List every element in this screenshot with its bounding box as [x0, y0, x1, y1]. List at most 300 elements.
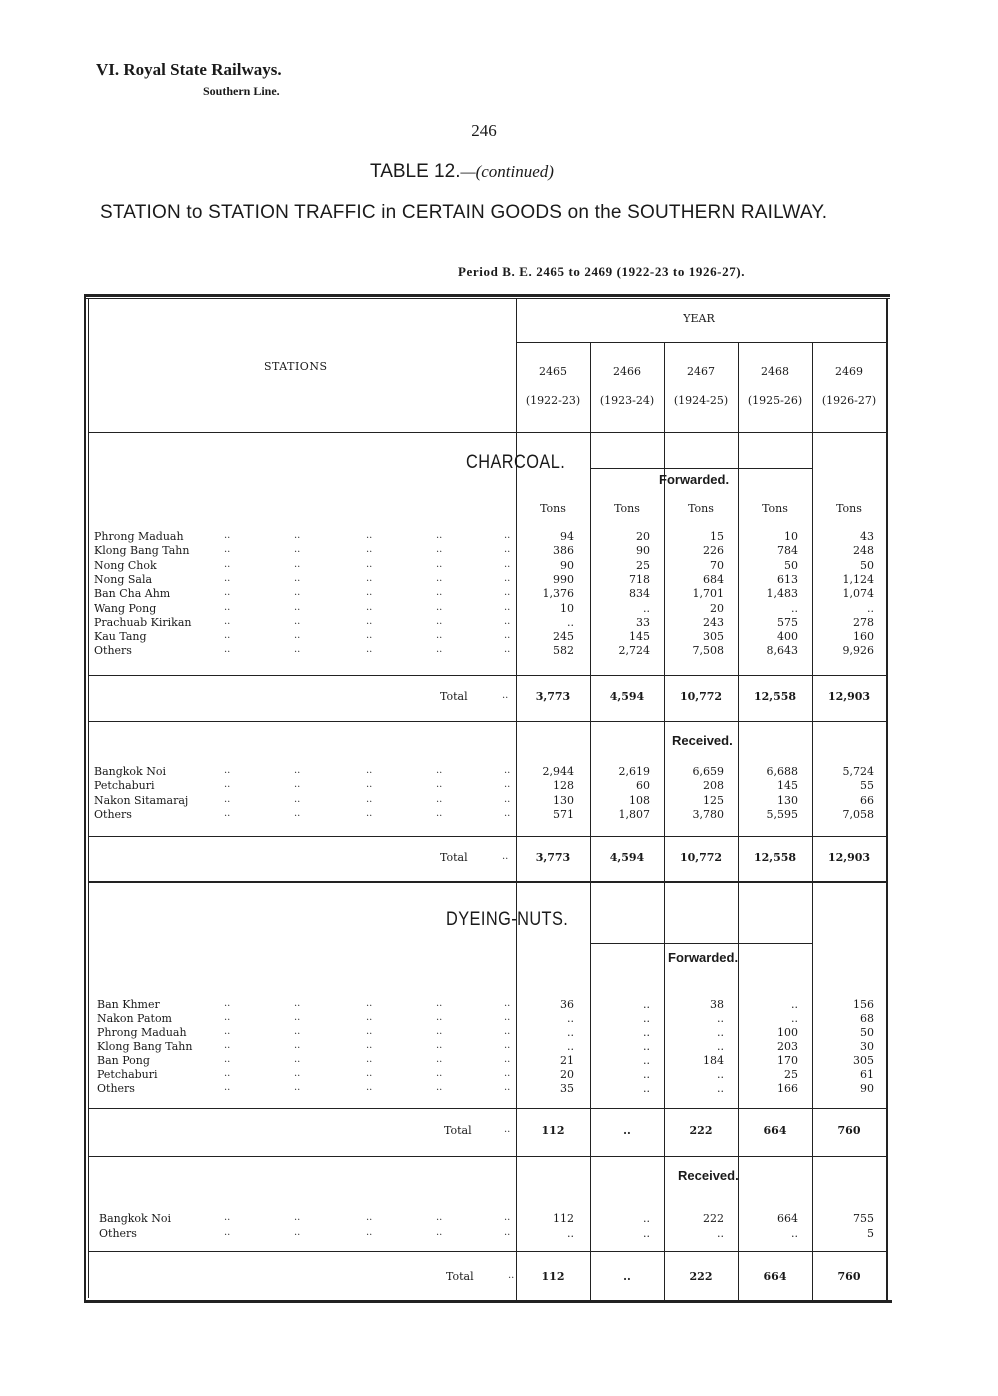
cell-value: ..: [643, 1068, 650, 1081]
leader-dots: ..: [366, 1040, 373, 1051]
leader-dots: ..: [504, 779, 511, 791]
leader-dots: ..: [294, 779, 301, 791]
cell-value: ..: [643, 1082, 650, 1095]
leader-dots: ..: [294, 615, 301, 627]
leader-dots: ..: [294, 544, 301, 556]
leader-dots: ..: [294, 1212, 301, 1223]
cell-value: ..: [567, 1040, 574, 1053]
cell-value: 6,659: [692, 765, 724, 778]
cell-value: 1,124: [842, 572, 874, 586]
cell-value: 108: [629, 793, 650, 807]
cell-value: ..: [643, 1040, 650, 1053]
cell-value: 575: [777, 615, 798, 629]
table-label-continued: —(continued): [460, 162, 554, 181]
leader-dots: ..: [366, 572, 373, 584]
leader-dots: ..: [504, 572, 511, 584]
leader-dots: ..: [224, 601, 231, 613]
cell-value: 1,376: [542, 587, 574, 601]
cell-value: 1,483: [766, 587, 798, 601]
total-value: ..: [623, 1270, 631, 1283]
leader-dots: ..: [224, 630, 231, 642]
table-left-border-inner: [88, 298, 89, 1298]
section-title-dyeing-nuts: DYEING-NUTS.: [446, 909, 569, 930]
leader-dots: ..: [366, 779, 373, 791]
cell-value: 278: [853, 615, 874, 629]
leader-dots: ..: [224, 1054, 231, 1065]
cell-value: 226: [703, 544, 724, 558]
year-col-5-ce: (1926-27): [821, 394, 877, 407]
cell-value: 5,724: [842, 765, 874, 778]
cell-value: 208: [703, 779, 724, 793]
cell-value: 60: [636, 779, 650, 793]
cell-value: 613: [777, 572, 798, 586]
cell-value: 130: [777, 793, 798, 807]
cell-value: 184: [703, 1054, 724, 1067]
cell-value: 38: [710, 998, 724, 1011]
leader-dots: ..: [504, 601, 511, 613]
leader-dots: ..: [504, 558, 511, 570]
leader-dots: ..: [436, 615, 443, 627]
year-col-5-be: 2469: [835, 365, 863, 378]
leader-dots: ..: [436, 530, 443, 541]
leader-dots: ..: [504, 1082, 511, 1093]
leader-dots: ..: [504, 793, 511, 805]
row-station-label: Kau Tang: [94, 630, 147, 644]
cell-value: ..: [717, 1068, 724, 1081]
row-station-label: Ban Cha Ahm: [94, 587, 171, 601]
cell-value: ..: [567, 1012, 574, 1025]
leader-dots: ..: [436, 998, 443, 1009]
cell-value: 248: [853, 544, 874, 558]
cell-value: 170: [777, 1054, 798, 1067]
cell-value: 990: [553, 572, 574, 586]
cell-value: 145: [777, 779, 798, 793]
total-value: 222: [689, 1270, 713, 1283]
leader-dots: ..: [436, 601, 443, 613]
year-col-1-ce: (1922-23): [525, 394, 581, 407]
row-station-label: Nakon Sitamaraj: [94, 793, 189, 807]
header-bottom-rule: [88, 432, 886, 433]
cell-value: 43: [860, 530, 874, 543]
leader-dots: ..: [294, 1026, 301, 1037]
leader-dots: ..: [436, 1054, 443, 1065]
dyeing-forwarded-label: Forwarded.: [668, 950, 739, 965]
leader-dots: ..: [366, 558, 373, 570]
cell-value: 68: [860, 1012, 874, 1025]
leader-dots: ..: [294, 793, 301, 805]
leader-dots: ..: [504, 587, 511, 599]
leader-dots: ..: [294, 1082, 301, 1093]
leader-dots: ..: [366, 1012, 373, 1023]
leader-dots: ..: [224, 1026, 231, 1037]
cell-value: 160: [853, 630, 874, 644]
traffic-table: [84, 294, 890, 1302]
leader-dots: ..: [366, 1054, 373, 1065]
table-bottom-border: [84, 1300, 892, 1303]
dyeing-forwarded-total-top-rule: [88, 1108, 886, 1109]
leader-dots: ..: [224, 807, 231, 819]
year-col-3-ce: (1924-25): [673, 394, 729, 407]
leader-dots: ..: [294, 572, 301, 584]
total-value: ..: [623, 1124, 631, 1137]
cell-value: 15: [710, 530, 724, 543]
cell-value: 6,688: [766, 765, 798, 778]
row-station-label: Petchaburi: [97, 1068, 158, 1081]
leader-dots: ..: [224, 1012, 231, 1023]
total-value: 12,558: [753, 851, 797, 864]
cell-value: 2,724: [618, 644, 650, 658]
cell-value: 20: [636, 530, 650, 543]
cell-value: 50: [784, 558, 798, 572]
cell-value: 90: [636, 544, 650, 558]
leader-dots: ..: [224, 1082, 231, 1093]
cell-value: 20: [560, 1068, 574, 1081]
leader-dots: ..: [436, 558, 443, 570]
cell-value: 834: [629, 587, 650, 601]
cell-value: 2,619: [618, 765, 650, 778]
year-col-2-ce: (1923-24): [599, 394, 655, 407]
year-header-text: YEAR: [683, 312, 715, 325]
total-value: 12,558: [753, 690, 797, 703]
table-label: [370, 161, 554, 183]
cell-value: 8,643: [766, 644, 798, 658]
leader-dots: ..: [224, 544, 231, 556]
cell-value: ..: [791, 1012, 798, 1025]
leader-dots: ..: [436, 630, 443, 642]
cell-value: 400: [777, 630, 798, 644]
leader-dots: ..: [366, 601, 373, 613]
row-station-label: Nakon Patom: [97, 1012, 172, 1025]
cell-value: 222: [703, 1212, 724, 1225]
cell-value: 50: [860, 1026, 874, 1039]
total-value: 664: [763, 1270, 787, 1283]
leader-dots: ..: [224, 1227, 231, 1238]
dyeing-received-top-rule: [88, 1156, 886, 1157]
total-value: 3,773: [535, 690, 571, 703]
charcoal-forwarded-total-top-rule: [88, 675, 886, 676]
unit-label: Tons: [540, 502, 566, 515]
cell-value: 9,926: [842, 644, 874, 658]
leader-dots: ..: [366, 998, 373, 1009]
leader-dots: ..: [436, 587, 443, 599]
unit-label: Tons: [836, 502, 862, 515]
row-station-label: Nong Sala: [94, 572, 153, 586]
row-station-label: Others: [94, 807, 132, 821]
cell-value: ..: [643, 998, 650, 1011]
leader-dots: ..: [294, 1012, 301, 1023]
cell-value: 243: [703, 615, 724, 629]
leader-dots: ..: [366, 615, 373, 627]
year-col-4-ce: (1925-26): [747, 394, 803, 407]
total-value: 222: [689, 1124, 713, 1137]
leader-dots: ..: [224, 615, 231, 627]
row-station-label: Bangkok Noi: [99, 1212, 171, 1225]
cell-value: 21: [560, 1054, 574, 1067]
leader-dots: ..: [504, 807, 511, 819]
cell-value: 35: [560, 1082, 574, 1095]
total-value: 10,772: [679, 851, 723, 864]
leader-dots: ..: [436, 1012, 443, 1023]
leader-dots: ..: [224, 779, 231, 791]
row-station-label: Klong Bang Tahn: [94, 544, 190, 558]
leader-dots: ..: [294, 558, 301, 570]
cell-value: 386: [553, 544, 574, 558]
leader-dots: ..: [504, 615, 511, 627]
cell-value: ..: [717, 1012, 724, 1025]
table-right-border: [886, 298, 888, 1300]
cell-value: 20: [710, 601, 724, 615]
leader-dots: ..: [502, 851, 509, 862]
cell-value: ..: [791, 998, 798, 1011]
leader-dots: ..: [224, 793, 231, 805]
cell-value: ..: [867, 601, 874, 615]
dyeing-forwarded-top-rule: [590, 943, 812, 944]
cell-value: ..: [717, 1040, 724, 1053]
cell-value: ..: [791, 601, 798, 615]
leader-dots: ..: [366, 630, 373, 642]
page-title: STATION to STATION TRAFFIC in CERTAIN GOODS on the SOUTHERN RAILWAY.: [100, 202, 828, 223]
cell-value: 571: [553, 807, 574, 821]
leader-dots: ..: [366, 644, 373, 656]
leader-dots: ..: [294, 765, 301, 776]
cell-value: 90: [860, 1082, 874, 1095]
leader-dots: ..: [504, 1054, 511, 1065]
leader-dots: ..: [294, 1068, 301, 1079]
total-value: 3,773: [535, 851, 571, 864]
year-header-rule: [516, 342, 886, 343]
cell-value: 166: [777, 1082, 798, 1095]
cell-value: 130: [553, 793, 574, 807]
charcoal-received-top-rule: [88, 721, 886, 722]
leader-dots: ..: [294, 1227, 301, 1238]
cell-value: 305: [703, 630, 724, 644]
leader-dots: ..: [366, 1227, 373, 1238]
leader-dots: ..: [508, 1270, 515, 1281]
leader-dots: ..: [294, 587, 301, 599]
leader-dots: ..: [366, 1212, 373, 1223]
leader-dots: ..: [294, 630, 301, 642]
cell-value: 50: [860, 558, 874, 572]
cell-value: 145: [629, 630, 650, 644]
leader-dots: ..: [294, 1054, 301, 1065]
leader-dots: ..: [224, 572, 231, 584]
leader-dots: ..: [436, 1227, 443, 1238]
cell-value: 582: [553, 644, 574, 658]
row-station-label: Others: [99, 1227, 137, 1240]
cell-value: ..: [717, 1082, 724, 1095]
leader-dots: ..: [366, 1068, 373, 1079]
table-left-border: [84, 294, 86, 1302]
leader-dots: ..: [504, 1212, 511, 1223]
cell-value: 1,074: [842, 587, 874, 601]
leader-dots: ..: [224, 1040, 231, 1051]
leader-dots: ..: [504, 1124, 511, 1135]
cell-value: 784: [777, 544, 798, 558]
row-station-label: Phrong Maduah: [94, 530, 184, 543]
leader-dots: ..: [224, 530, 231, 541]
leader-dots: ..: [504, 630, 511, 642]
cell-value: 203: [777, 1040, 798, 1053]
section-title-charcoal: CHARCOAL.: [466, 452, 566, 473]
leader-dots: ..: [224, 558, 231, 570]
leader-dots: ..: [504, 1012, 511, 1023]
cell-value: 2,944: [542, 765, 574, 778]
cell-value: ..: [791, 1227, 798, 1240]
cell-value: 755: [853, 1212, 874, 1225]
cell-value: 25: [636, 558, 650, 572]
leader-dots: ..: [224, 644, 231, 656]
leader-dots: ..: [504, 1227, 511, 1238]
leader-dots: ..: [504, 1068, 511, 1079]
cell-value: 55: [860, 779, 874, 793]
total-label: Total: [440, 851, 468, 864]
charcoal-forwarded-top-rule: [590, 468, 812, 469]
row-station-label: Others: [97, 1082, 135, 1095]
cell-value: 112: [553, 1212, 574, 1225]
leader-dots: ..: [436, 1082, 443, 1093]
page-header-line1: VI. Royal State Railways.: [96, 60, 282, 79]
leader-dots: ..: [504, 644, 511, 656]
cell-value: 30: [860, 1040, 874, 1053]
total-value: 112: [541, 1270, 565, 1283]
total-label: Total: [444, 1124, 472, 1137]
leader-dots: ..: [224, 587, 231, 599]
leader-dots: ..: [502, 690, 509, 701]
leader-dots: ..: [436, 1212, 443, 1223]
leader-dots: ..: [366, 807, 373, 819]
leader-dots: ..: [504, 765, 511, 776]
cell-value: ..: [643, 1212, 650, 1225]
leader-dots: ..: [436, 807, 443, 819]
cell-value: ..: [643, 601, 650, 615]
unit-label: Tons: [762, 502, 788, 515]
cell-value: 1,701: [692, 587, 724, 601]
total-value: 112: [541, 1124, 565, 1137]
total-value: 760: [837, 1124, 861, 1137]
total-value: 10,772: [679, 690, 723, 703]
leader-dots: ..: [294, 530, 301, 541]
cell-value: 245: [553, 630, 574, 644]
total-value: 664: [763, 1124, 787, 1137]
year-col-1-be: 2465: [539, 365, 567, 378]
table-top-border-inner: [84, 298, 890, 299]
cell-value: 90: [560, 558, 574, 572]
period-caption: Period B. E. 2465 to 2469 (1922-23 to 1926-27).: [458, 264, 746, 279]
cell-value: 1,807: [618, 807, 650, 821]
cell-value: 70: [710, 558, 724, 572]
leader-dots: ..: [504, 1026, 511, 1037]
leader-dots: ..: [436, 572, 443, 584]
cell-value: 10: [560, 601, 574, 615]
cell-value: 684: [703, 572, 724, 586]
cell-value: 718: [629, 572, 650, 586]
total-value: 12,903: [827, 851, 871, 864]
cell-value: 61: [860, 1068, 874, 1081]
table-label-main: TABLE 12.: [370, 161, 461, 182]
leader-dots: ..: [366, 1026, 373, 1037]
cell-value: 7,508: [692, 644, 724, 658]
cell-value: 100: [777, 1026, 798, 1039]
leader-dots: ..: [224, 998, 231, 1009]
dyeing-received-label: Received.: [678, 1168, 739, 1183]
cell-value: 156: [853, 998, 874, 1011]
leader-dots: ..: [436, 793, 443, 805]
leader-dots: ..: [504, 544, 511, 556]
leader-dots: ..: [366, 530, 373, 541]
year-col-4-be: 2468: [761, 365, 789, 378]
cell-value: 25: [784, 1068, 798, 1081]
stations-header: STATIONS: [264, 360, 328, 373]
cell-value: 3,780: [692, 807, 724, 821]
row-station-label: Wang Pong: [94, 601, 157, 615]
leader-dots: ..: [224, 1212, 231, 1223]
total-value: 4,594: [609, 851, 645, 864]
unit-label: Tons: [688, 502, 714, 515]
leader-dots: ..: [436, 779, 443, 791]
cell-value: 664: [777, 1212, 798, 1225]
cell-value: 36: [560, 998, 574, 1011]
charcoal-received-total-top-rule: [88, 836, 886, 837]
leader-dots: ..: [436, 1068, 443, 1079]
row-station-label: Klong Bang Tahn: [97, 1040, 193, 1053]
row-station-label: Others: [94, 644, 132, 658]
leader-dots: ..: [436, 765, 443, 776]
charcoal-received-label: Received.: [672, 733, 733, 748]
row-station-label: Ban Khmer: [97, 998, 160, 1011]
leader-dots: ..: [366, 587, 373, 599]
cell-value: 305: [853, 1054, 874, 1067]
leader-dots: ..: [504, 998, 511, 1009]
year-col-2-be: 2466: [613, 365, 641, 378]
page-number: 246: [471, 121, 497, 140]
cell-value: ..: [567, 1227, 574, 1240]
leader-dots: ..: [366, 793, 373, 805]
cell-value: 5: [867, 1227, 874, 1240]
total-label: Total: [446, 1270, 474, 1283]
page-header-line2: Southern Line.: [203, 84, 280, 98]
row-station-label: Prachuab Kirikan: [94, 615, 192, 629]
cell-value: 10: [784, 530, 798, 543]
year-col-3-be: 2467: [687, 365, 715, 378]
total-value: 4,594: [609, 690, 645, 703]
table-top-border: [84, 294, 890, 297]
cell-value: ..: [567, 615, 574, 629]
leader-dots: ..: [366, 544, 373, 556]
total-label: Total: [440, 690, 468, 703]
cell-value: ..: [643, 1012, 650, 1025]
cell-value: 94: [560, 530, 574, 543]
leader-dots: ..: [224, 1068, 231, 1079]
leader-dots: ..: [294, 601, 301, 613]
cell-value: ..: [643, 1026, 650, 1039]
leader-dots: ..: [436, 1040, 443, 1051]
cell-value: 125: [703, 793, 724, 807]
leader-dots: ..: [366, 1082, 373, 1093]
row-station-label: Ban Pong: [97, 1054, 150, 1067]
leader-dots: ..: [436, 1026, 443, 1037]
cell-value: 5,595: [766, 807, 798, 821]
row-station-label: Nong Chok: [94, 558, 157, 572]
row-station-label: Petchaburi: [94, 779, 155, 793]
leader-dots: ..: [294, 998, 301, 1009]
leader-dots: ..: [504, 530, 511, 541]
charcoal-forwarded-label: Forwarded.: [659, 472, 730, 487]
row-station-label: Bangkok Noi: [94, 765, 166, 778]
leader-dots: ..: [366, 765, 373, 776]
cell-value: 33: [636, 615, 650, 629]
leader-dots: ..: [294, 644, 301, 656]
dyeing-received-total-top-rule: [88, 1251, 886, 1252]
